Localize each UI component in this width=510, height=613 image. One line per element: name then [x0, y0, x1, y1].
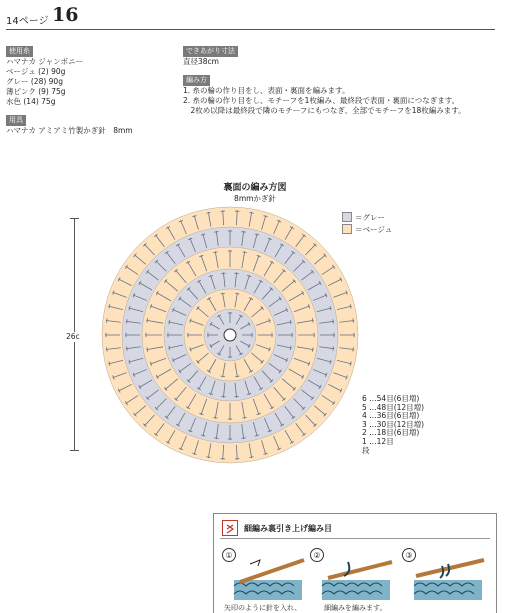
- technique-divider: [220, 538, 490, 539]
- step-2-number: ②: [310, 548, 324, 562]
- instruction-line-1: 1. 糸の輪の作り目をし、表面・裏面を編みます。: [183, 86, 466, 96]
- header-divider: [6, 29, 495, 30]
- round-count-4: 3 …30目(12目増): [362, 421, 424, 430]
- finished-size: 直径38cm: [183, 57, 466, 67]
- stitch-crossbar: [107, 347, 108, 351]
- materials-section: [6, 38, 133, 136]
- finished-heading: できあがり寸法: [183, 46, 238, 57]
- round-count-5: 2 …18目(6目増): [362, 429, 424, 438]
- tools-line: ハマナカ アミアミ竹製かぎ針 8mm: [6, 126, 133, 136]
- stitch-symbol-icon: [222, 520, 238, 536]
- step-2-caption: 細編みを編みます。: [324, 603, 386, 613]
- materials-line-5: 水色 (14) 75g: [6, 97, 133, 107]
- instructions-heading: 編み方: [183, 75, 210, 86]
- stitch-crossbar: [214, 438, 218, 439]
- legend-gray-label: ＝グレー: [355, 212, 385, 223]
- page-label: 14ページ: [6, 12, 49, 27]
- stitch-crossbar: [353, 347, 354, 351]
- stitch-crossbar: [241, 438, 245, 439]
- stitch-crossbar: [333, 346, 334, 350]
- stitch-crossbar: [333, 319, 334, 323]
- materials-line-3: グレー (28) 90g: [6, 77, 133, 87]
- step-3-illustration: [414, 560, 484, 600]
- materials-line-1: ハマナカ ジャンボニー: [6, 57, 133, 67]
- stitch-crossbar: [241, 232, 245, 233]
- round-count-7: 段: [362, 447, 424, 456]
- materials-list: [6, 57, 133, 107]
- instructions-section: [183, 38, 466, 116]
- technique-illustrations: [220, 552, 490, 604]
- materials-heading: 使用糸: [6, 46, 33, 57]
- round-count-1: 6 …54目(6目増): [362, 395, 424, 404]
- dimension-tick-top: [70, 218, 79, 219]
- round-count-3: 4 …36目(6目増): [362, 412, 424, 421]
- stitch-crossbar: [127, 319, 128, 323]
- stitch-crossbar: [107, 318, 108, 322]
- step-3-number: ③: [402, 548, 416, 562]
- technique-box: [213, 513, 497, 613]
- diagram-subtitle: 8mmかぎ針: [150, 193, 360, 204]
- instruction-line-2: 2. 糸の輪の作り目をし、モチーフを1枚編み、最終段で表面・裏面につなぎます。: [183, 96, 466, 106]
- technique-title: 細編み裏引き上げ編み目: [244, 523, 332, 534]
- step-1-illustration: [234, 560, 304, 600]
- crochet-chart: [100, 205, 360, 465]
- tools-heading: 用具: [6, 115, 26, 126]
- magic-ring: [224, 329, 236, 341]
- center-ring: [224, 329, 236, 341]
- materials-line-4: 薄ピンク (9) 75g: [6, 87, 133, 97]
- round-count-6: 1 …12目: [362, 438, 424, 447]
- instructions-list: [183, 86, 466, 116]
- page-number: 16: [52, 4, 78, 26]
- stitch-crossbar: [214, 232, 218, 233]
- step-1-caption: 矢印のように針を入れ、: [224, 603, 301, 613]
- round-counts: [362, 395, 424, 455]
- dimension-tick-bottom: [70, 450, 79, 451]
- instruction-line-3: 2枚め以降は最終段で隣のモチーフにもつなぎ、全部でモチーフを18枚編みます。: [183, 106, 466, 116]
- step-1-number: ①: [222, 548, 236, 562]
- diagram-title: 裏面の編み方図: [150, 180, 360, 193]
- round-count-2: 5 …48目(12目増): [362, 404, 424, 413]
- dimension-label: 26c: [66, 332, 80, 342]
- step-2-illustration: [322, 562, 392, 600]
- materials-line-2: ベージュ (2) 90g: [6, 67, 133, 77]
- legend-beige-label: ＝ベージュ: [355, 224, 392, 235]
- stitch-crossbar: [127, 346, 128, 350]
- stitch-crossbar: [353, 318, 354, 322]
